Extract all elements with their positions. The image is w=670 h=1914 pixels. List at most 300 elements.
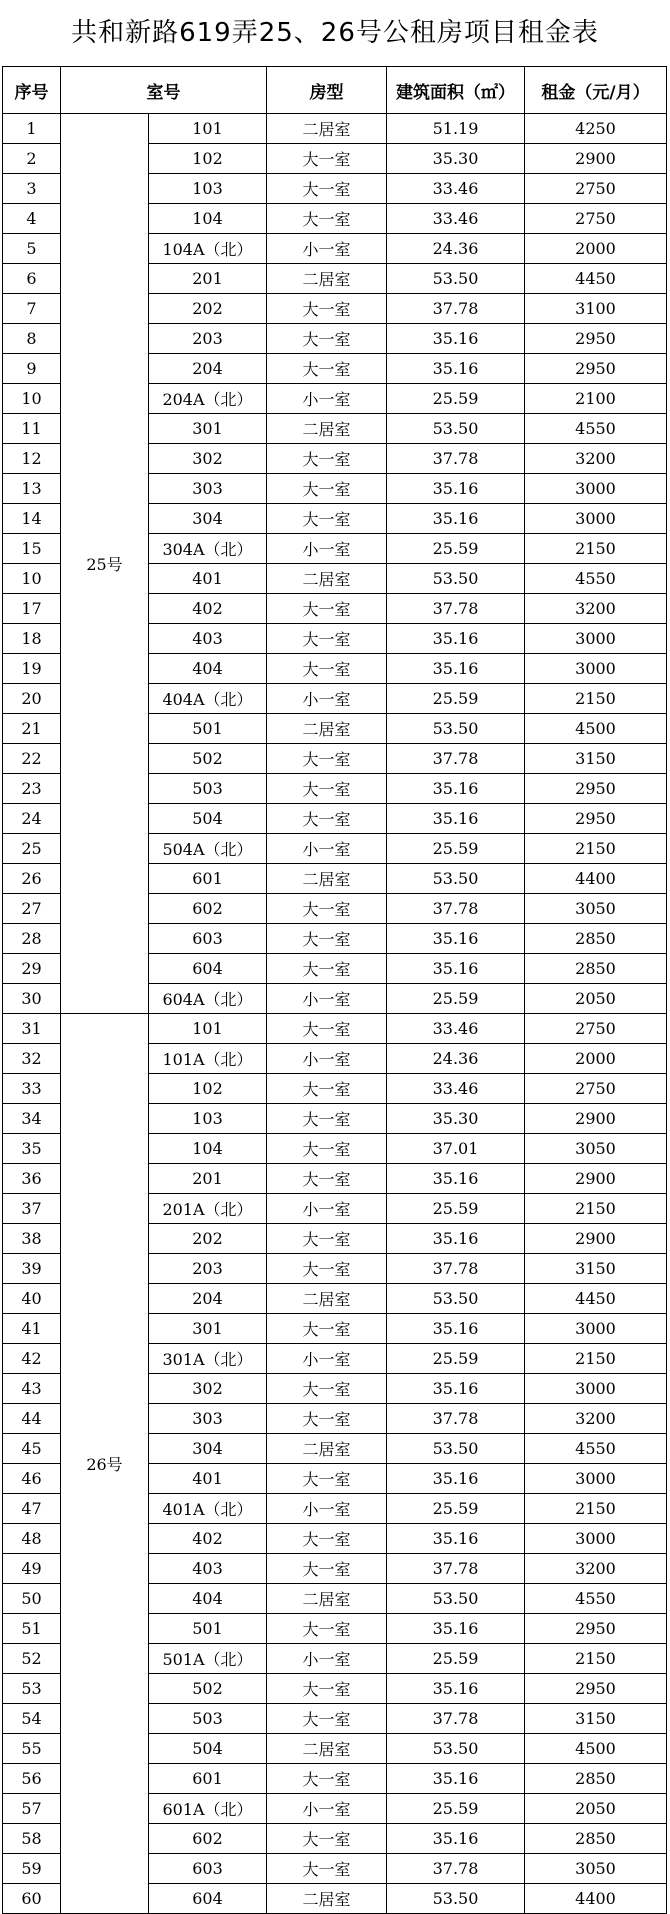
row-index: 45 [3, 1434, 61, 1464]
room-type: 大一室 [267, 654, 387, 684]
room-number: 604A（北） [149, 984, 267, 1014]
row-index: 1 [3, 114, 61, 144]
room-type: 大一室 [267, 1464, 387, 1494]
room-type: 大一室 [267, 1074, 387, 1104]
row-index: 47 [3, 1494, 61, 1524]
floor-area: 37.78 [387, 1704, 525, 1734]
floor-area: 33.46 [387, 1074, 525, 1104]
row-index: 9 [3, 354, 61, 384]
table-header-row [3, 67, 667, 114]
room-number: 301A（北） [149, 1344, 267, 1374]
floor-area: 35.16 [387, 774, 525, 804]
row-index: 36 [3, 1164, 61, 1194]
header-rent: 租金（元/月） [525, 67, 667, 114]
floor-area: 35.16 [387, 354, 525, 384]
room-type: 大一室 [267, 924, 387, 954]
floor-area: 33.46 [387, 1014, 525, 1044]
monthly-rent: 3000 [525, 504, 667, 534]
room-number: 202 [149, 294, 267, 324]
room-number: 501 [149, 1614, 267, 1644]
row-index: 55 [3, 1734, 61, 1764]
floor-area: 25.59 [387, 1494, 525, 1524]
monthly-rent: 4550 [525, 1584, 667, 1614]
room-type: 小一室 [267, 1044, 387, 1074]
row-index: 19 [3, 654, 61, 684]
floor-area: 53.50 [387, 1284, 525, 1314]
floor-area: 35.16 [387, 504, 525, 534]
floor-area: 53.50 [387, 414, 525, 444]
monthly-rent: 3200 [525, 1554, 667, 1584]
row-index: 41 [3, 1314, 61, 1344]
monthly-rent: 2000 [525, 1044, 667, 1074]
room-number: 401A（北） [149, 1494, 267, 1524]
room-number: 201 [149, 1164, 267, 1194]
row-index: 18 [3, 624, 61, 654]
room-number: 104 [149, 204, 267, 234]
room-number: 203 [149, 324, 267, 354]
floor-area: 37.78 [387, 1404, 525, 1434]
row-index: 40 [3, 1284, 61, 1314]
floor-area: 37.78 [387, 594, 525, 624]
monthly-rent: 3050 [525, 1134, 667, 1164]
floor-area: 35.16 [387, 1374, 525, 1404]
row-index: 49 [3, 1554, 61, 1584]
room-type: 小一室 [267, 1344, 387, 1374]
row-index: 28 [3, 924, 61, 954]
header-type: 房型 [267, 67, 387, 114]
floor-area: 53.50 [387, 714, 525, 744]
room-number: 103 [149, 174, 267, 204]
room-number: 201A（北） [149, 1194, 267, 1224]
room-number: 601 [149, 864, 267, 894]
floor-area: 35.16 [387, 624, 525, 654]
row-index: 5 [3, 234, 61, 264]
room-type: 小一室 [267, 1494, 387, 1524]
row-index: 26 [3, 864, 61, 894]
monthly-rent: 3150 [525, 1254, 667, 1284]
room-number: 401 [149, 1464, 267, 1494]
room-type: 大一室 [267, 1404, 387, 1434]
floor-area: 53.50 [387, 564, 525, 594]
monthly-rent: 4450 [525, 264, 667, 294]
room-number: 603 [149, 1854, 267, 1884]
monthly-rent: 4250 [525, 114, 667, 144]
monthly-rent: 2950 [525, 354, 667, 384]
floor-area: 53.50 [387, 864, 525, 894]
floor-area: 35.16 [387, 1824, 525, 1854]
row-index: 3 [3, 174, 61, 204]
room-number: 401 [149, 564, 267, 594]
monthly-rent: 2150 [525, 534, 667, 564]
room-type: 大一室 [267, 1524, 387, 1554]
row-index: 12 [3, 444, 61, 474]
room-number: 404A（北） [149, 684, 267, 714]
room-number: 302 [149, 1374, 267, 1404]
room-type: 大一室 [267, 1374, 387, 1404]
room-type: 小一室 [267, 684, 387, 714]
monthly-rent: 3000 [525, 474, 667, 504]
room-number: 603 [149, 924, 267, 954]
monthly-rent: 2750 [525, 204, 667, 234]
room-type: 大一室 [267, 324, 387, 354]
room-type: 小一室 [267, 834, 387, 864]
monthly-rent: 4550 [525, 414, 667, 444]
floor-area: 35.16 [387, 804, 525, 834]
monthly-rent: 2750 [525, 1074, 667, 1104]
room-number: 102 [149, 1074, 267, 1104]
room-number: 204 [149, 354, 267, 384]
monthly-rent: 4550 [525, 1434, 667, 1464]
row-index: 58 [3, 1824, 61, 1854]
table-body [3, 114, 667, 1914]
monthly-rent: 3150 [525, 1704, 667, 1734]
room-number: 403 [149, 624, 267, 654]
floor-area: 37.78 [387, 1254, 525, 1284]
floor-area: 53.50 [387, 1884, 525, 1914]
room-type: 大一室 [267, 504, 387, 534]
room-type: 大一室 [267, 174, 387, 204]
floor-area: 35.30 [387, 144, 525, 174]
monthly-rent: 2950 [525, 804, 667, 834]
monthly-rent: 3200 [525, 594, 667, 624]
floor-area: 37.78 [387, 894, 525, 924]
room-type: 大一室 [267, 1014, 387, 1044]
building-label: 25号 [61, 114, 149, 1014]
room-type: 二居室 [267, 414, 387, 444]
monthly-rent: 2900 [525, 1104, 667, 1134]
room-type: 大一室 [267, 1764, 387, 1794]
room-type: 二居室 [267, 1584, 387, 1614]
room-number: 402 [149, 594, 267, 624]
floor-area: 35.30 [387, 1104, 525, 1134]
floor-area: 25.59 [387, 984, 525, 1014]
row-index: 10 [3, 384, 61, 414]
monthly-rent: 2850 [525, 1764, 667, 1794]
room-type: 大一室 [267, 624, 387, 654]
floor-area: 33.46 [387, 174, 525, 204]
floor-area: 37.78 [387, 294, 525, 324]
row-index: 2 [3, 144, 61, 174]
header-room: 室号 [61, 67, 267, 114]
room-type: 二居室 [267, 114, 387, 144]
row-index: 53 [3, 1674, 61, 1704]
room-number: 101 [149, 114, 267, 144]
row-index: 7 [3, 294, 61, 324]
room-number: 304A（北） [149, 534, 267, 564]
room-number: 303 [149, 1404, 267, 1434]
room-number: 304 [149, 504, 267, 534]
monthly-rent: 4500 [525, 1734, 667, 1764]
monthly-rent: 2100 [525, 384, 667, 414]
row-index: 25 [3, 834, 61, 864]
monthly-rent: 2150 [525, 1494, 667, 1524]
room-type: 二居室 [267, 714, 387, 744]
monthly-rent: 4550 [525, 564, 667, 594]
monthly-rent: 3150 [525, 744, 667, 774]
monthly-rent: 3050 [525, 1854, 667, 1884]
row-index: 8 [3, 324, 61, 354]
room-type: 大一室 [267, 474, 387, 504]
room-type: 大一室 [267, 1134, 387, 1164]
room-number: 601 [149, 1764, 267, 1794]
row-index: 29 [3, 954, 61, 984]
room-type: 大一室 [267, 1224, 387, 1254]
room-type: 二居室 [267, 864, 387, 894]
room-number: 104 [149, 1134, 267, 1164]
room-type: 大一室 [267, 1704, 387, 1734]
room-type: 二居室 [267, 1884, 387, 1914]
row-index: 33 [3, 1074, 61, 1104]
floor-area: 25.59 [387, 1794, 525, 1824]
floor-area: 35.16 [387, 1464, 525, 1494]
header-area: 建筑面积（㎡） [387, 67, 525, 114]
row-index: 21 [3, 714, 61, 744]
monthly-rent: 2050 [525, 1794, 667, 1824]
table-row [3, 1014, 667, 1044]
floor-area: 53.50 [387, 264, 525, 294]
room-type: 大一室 [267, 804, 387, 834]
row-index: 13 [3, 474, 61, 504]
floor-area: 35.16 [387, 324, 525, 354]
room-type: 小一室 [267, 1644, 387, 1674]
room-type: 大一室 [267, 354, 387, 384]
room-number: 502 [149, 744, 267, 774]
room-number: 301 [149, 414, 267, 444]
monthly-rent: 2750 [525, 1014, 667, 1044]
floor-area: 37.78 [387, 744, 525, 774]
monthly-rent: 3100 [525, 294, 667, 324]
row-index: 56 [3, 1764, 61, 1794]
floor-area: 35.16 [387, 1164, 525, 1194]
row-index: 30 [3, 984, 61, 1014]
room-number: 501A（北） [149, 1644, 267, 1674]
row-index: 38 [3, 1224, 61, 1254]
floor-area: 25.59 [387, 384, 525, 414]
row-index: 20 [3, 684, 61, 714]
row-index: 54 [3, 1704, 61, 1734]
room-number: 301 [149, 1314, 267, 1344]
monthly-rent: 3200 [525, 1404, 667, 1434]
room-number: 302 [149, 444, 267, 474]
row-index: 11 [3, 414, 61, 444]
floor-area: 35.16 [387, 1614, 525, 1644]
room-type: 大一室 [267, 1164, 387, 1194]
room-number: 201 [149, 264, 267, 294]
row-index: 6 [3, 264, 61, 294]
room-number: 502 [149, 1674, 267, 1704]
floor-area: 25.59 [387, 684, 525, 714]
building-label: 26号 [61, 1014, 149, 1914]
room-type: 大一室 [267, 1614, 387, 1644]
room-type: 二居室 [267, 1434, 387, 1464]
monthly-rent: 2950 [525, 324, 667, 354]
floor-area: 35.16 [387, 1224, 525, 1254]
row-index: 39 [3, 1254, 61, 1284]
floor-area: 25.59 [387, 1644, 525, 1674]
row-index: 50 [3, 1584, 61, 1614]
room-number: 203 [149, 1254, 267, 1284]
room-number: 604 [149, 1884, 267, 1914]
room-number: 602 [149, 1824, 267, 1854]
room-number: 504 [149, 804, 267, 834]
row-index: 46 [3, 1464, 61, 1494]
row-index: 59 [3, 1854, 61, 1884]
monthly-rent: 3000 [525, 1374, 667, 1404]
floor-area: 25.59 [387, 834, 525, 864]
monthly-rent: 4400 [525, 1884, 667, 1914]
row-index: 51 [3, 1614, 61, 1644]
row-index: 43 [3, 1374, 61, 1404]
row-index: 42 [3, 1344, 61, 1374]
room-number: 602 [149, 894, 267, 924]
monthly-rent: 2900 [525, 1224, 667, 1254]
row-index: 15 [3, 534, 61, 564]
floor-area: 25.59 [387, 1344, 525, 1374]
room-type: 大一室 [267, 1824, 387, 1854]
room-type: 大一室 [267, 594, 387, 624]
room-type: 大一室 [267, 954, 387, 984]
room-number: 204A（北） [149, 384, 267, 414]
page-title: 共和新路619弄25、26号公租房项目租金表 [71, 18, 599, 48]
monthly-rent: 2750 [525, 174, 667, 204]
monthly-rent: 2150 [525, 1644, 667, 1674]
room-type: 大一室 [267, 744, 387, 774]
monthly-rent: 3000 [525, 1464, 667, 1494]
monthly-rent: 3000 [525, 654, 667, 684]
room-number: 504 [149, 1734, 267, 1764]
monthly-rent: 2850 [525, 1824, 667, 1854]
floor-area: 53.50 [387, 1584, 525, 1614]
room-type: 二居室 [267, 564, 387, 594]
row-index: 35 [3, 1134, 61, 1164]
room-type: 大一室 [267, 1854, 387, 1884]
floor-area: 51.19 [387, 114, 525, 144]
room-number: 402 [149, 1524, 267, 1554]
room-number: 503 [149, 1704, 267, 1734]
floor-area: 25.59 [387, 1194, 525, 1224]
room-number: 104A（北） [149, 234, 267, 264]
row-index: 44 [3, 1404, 61, 1434]
monthly-rent: 3000 [525, 1314, 667, 1344]
room-type: 小一室 [267, 534, 387, 564]
monthly-rent: 2050 [525, 984, 667, 1014]
monthly-rent: 4450 [525, 1284, 667, 1314]
floor-area: 24.36 [387, 234, 525, 264]
floor-area: 35.16 [387, 924, 525, 954]
row-index: 23 [3, 774, 61, 804]
monthly-rent: 4400 [525, 864, 667, 894]
room-number: 404 [149, 654, 267, 684]
floor-area: 35.16 [387, 954, 525, 984]
room-number: 403 [149, 1554, 267, 1584]
row-index: 4 [3, 204, 61, 234]
row-index: 52 [3, 1644, 61, 1674]
room-type: 大一室 [267, 144, 387, 174]
row-index: 57 [3, 1794, 61, 1824]
room-number: 103 [149, 1104, 267, 1134]
row-index: 24 [3, 804, 61, 834]
floor-area: 37.78 [387, 1854, 525, 1884]
monthly-rent: 3050 [525, 894, 667, 924]
floor-area: 37.78 [387, 444, 525, 474]
floor-area: 35.16 [387, 1314, 525, 1344]
row-index: 32 [3, 1044, 61, 1074]
row-index: 14 [3, 504, 61, 534]
monthly-rent: 2000 [525, 234, 667, 264]
room-number: 304 [149, 1434, 267, 1464]
room-type: 小一室 [267, 1194, 387, 1224]
floor-area: 35.16 [387, 1674, 525, 1704]
room-type: 小一室 [267, 984, 387, 1014]
monthly-rent: 2150 [525, 1194, 667, 1224]
floor-area: 53.50 [387, 1434, 525, 1464]
monthly-rent: 2150 [525, 1344, 667, 1374]
floor-area: 35.16 [387, 1524, 525, 1554]
monthly-rent: 2950 [525, 1674, 667, 1704]
room-number: 601A（北） [149, 1794, 267, 1824]
room-number: 503 [149, 774, 267, 804]
room-type: 大一室 [267, 1314, 387, 1344]
room-type: 二居室 [267, 1284, 387, 1314]
floor-area: 33.46 [387, 204, 525, 234]
room-number: 202 [149, 1224, 267, 1254]
monthly-rent: 3000 [525, 1524, 667, 1554]
room-type: 大一室 [267, 444, 387, 474]
monthly-rent: 2950 [525, 1614, 667, 1644]
row-index: 22 [3, 744, 61, 774]
monthly-rent: 2150 [525, 684, 667, 714]
row-index: 60 [3, 1884, 61, 1914]
floor-area: 35.16 [387, 654, 525, 684]
monthly-rent: 2950 [525, 774, 667, 804]
room-type: 小一室 [267, 1794, 387, 1824]
room-number: 303 [149, 474, 267, 504]
room-number: 204 [149, 1284, 267, 1314]
row-index: 37 [3, 1194, 61, 1224]
rent-table [2, 66, 667, 1914]
header-index: 序号 [3, 67, 61, 114]
floor-area: 37.01 [387, 1134, 525, 1164]
room-type: 大一室 [267, 204, 387, 234]
row-index: 34 [3, 1104, 61, 1134]
room-number: 102 [149, 144, 267, 174]
room-type: 大一室 [267, 1674, 387, 1704]
floor-area: 53.50 [387, 1734, 525, 1764]
monthly-rent: 2850 [525, 954, 667, 984]
row-index: 31 [3, 1014, 61, 1044]
floor-area: 35.16 [387, 1764, 525, 1794]
row-index: 48 [3, 1524, 61, 1554]
room-type: 大一室 [267, 1554, 387, 1584]
room-number: 504A（北） [149, 834, 267, 864]
row-index: 17 [3, 594, 61, 624]
floor-area: 37.78 [387, 1554, 525, 1584]
room-number: 604 [149, 954, 267, 984]
room-type: 大一室 [267, 774, 387, 804]
row-index: 10 [3, 564, 61, 594]
room-type: 大一室 [267, 894, 387, 924]
monthly-rent: 4500 [525, 714, 667, 744]
room-type: 大一室 [267, 294, 387, 324]
room-type: 小一室 [267, 234, 387, 264]
room-type: 大一室 [267, 1254, 387, 1284]
floor-area: 25.59 [387, 534, 525, 564]
monthly-rent: 3000 [525, 624, 667, 654]
monthly-rent: 3200 [525, 444, 667, 474]
table-row [3, 114, 667, 144]
monthly-rent: 2850 [525, 924, 667, 954]
room-number: 101A（北） [149, 1044, 267, 1074]
